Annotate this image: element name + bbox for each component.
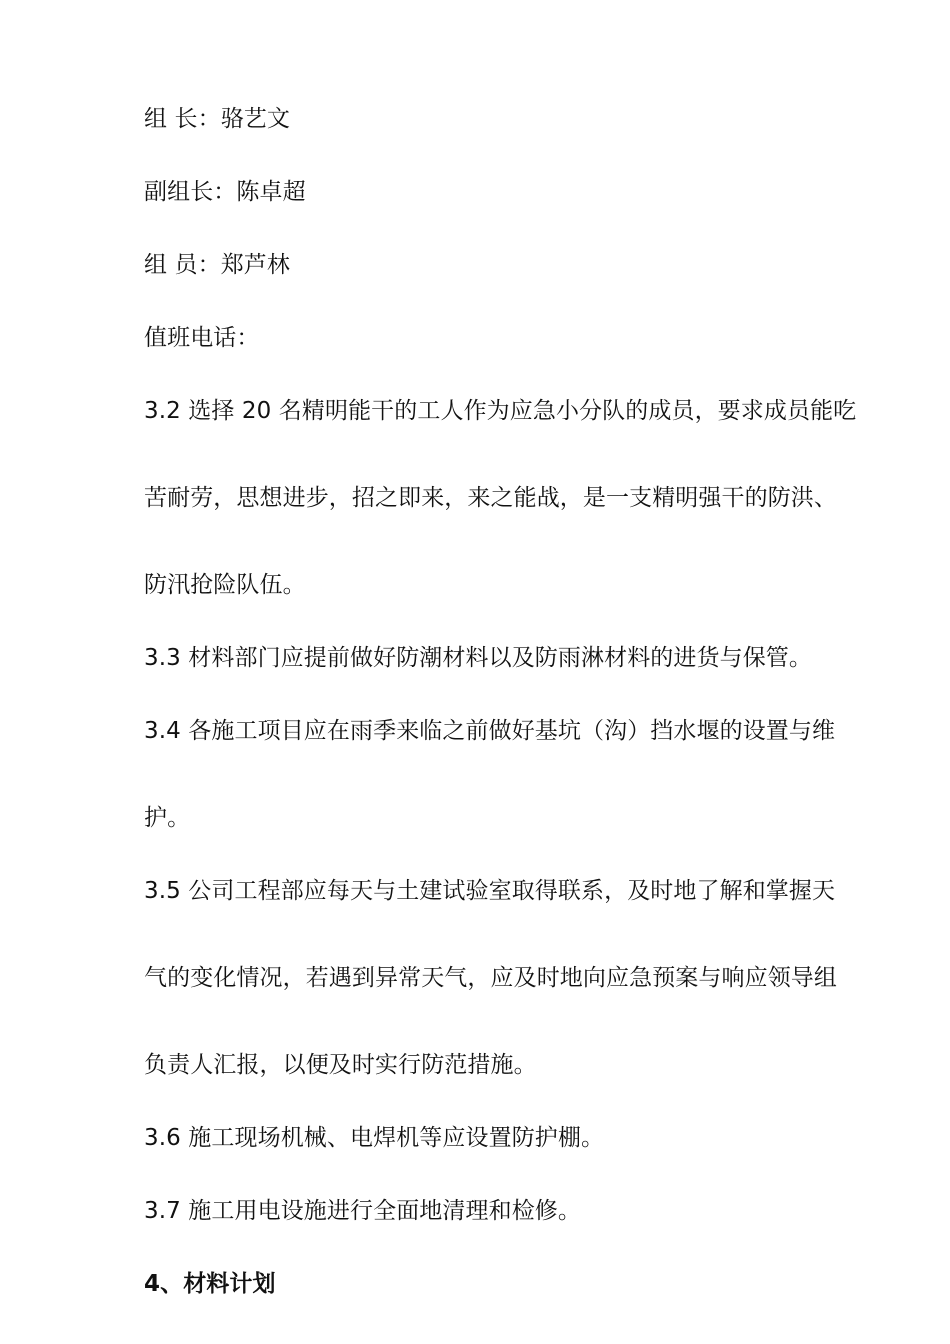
section-heading-materials-plan: 4、材料计划 <box>144 1271 276 1297</box>
deputy-leader-line: 副组长：陈卓超 <box>144 179 306 205</box>
item-3-6-line-1: 3.6 施工现场机械、电焊机等应设置防护棚。 <box>144 1125 605 1151</box>
team-leader-line: 组 长：骆艺文 <box>144 106 291 132</box>
item-3-2-line-1: 3.2 选择 20 名精明能干的工人作为应急小分队的成员，要求成员能吃 <box>144 398 857 424</box>
item-3-5-line-2: 气的变化情况，若遇到异常天气，应及时地向应急预案与响应领导组 <box>144 965 837 991</box>
item-3-4-line-2: 护。 <box>144 805 191 831</box>
item-3-4-line-1: 3.4 各施工项目应在雨季来临之前做好基坑（沟）挡水堰的设置与维 <box>144 718 836 744</box>
item-3-2-line-2: 苦耐劳，思想进步，招之即来，来之能战，是一支精明强干的防洪、 <box>144 485 837 511</box>
item-3-3-line-1: 3.3 材料部门应提前做好防潮材料以及防雨淋材料的进货与保管。 <box>144 645 812 671</box>
duty-phone-line: 值班电话： <box>144 325 260 351</box>
item-3-2-line-3: 防汛抢险队伍。 <box>144 572 306 598</box>
item-3-5-line-3: 负责人汇报，以便及时实行防范措施。 <box>144 1052 537 1078</box>
item-3-7-line-1: 3.7 施工用电设施进行全面地清理和检修。 <box>144 1198 581 1224</box>
team-member-line: 组 员：郑芦林 <box>144 252 291 278</box>
item-3-5-line-1: 3.5 公司工程部应每天与土建试验室取得联系，及时地了解和掌握天 <box>144 878 836 904</box>
